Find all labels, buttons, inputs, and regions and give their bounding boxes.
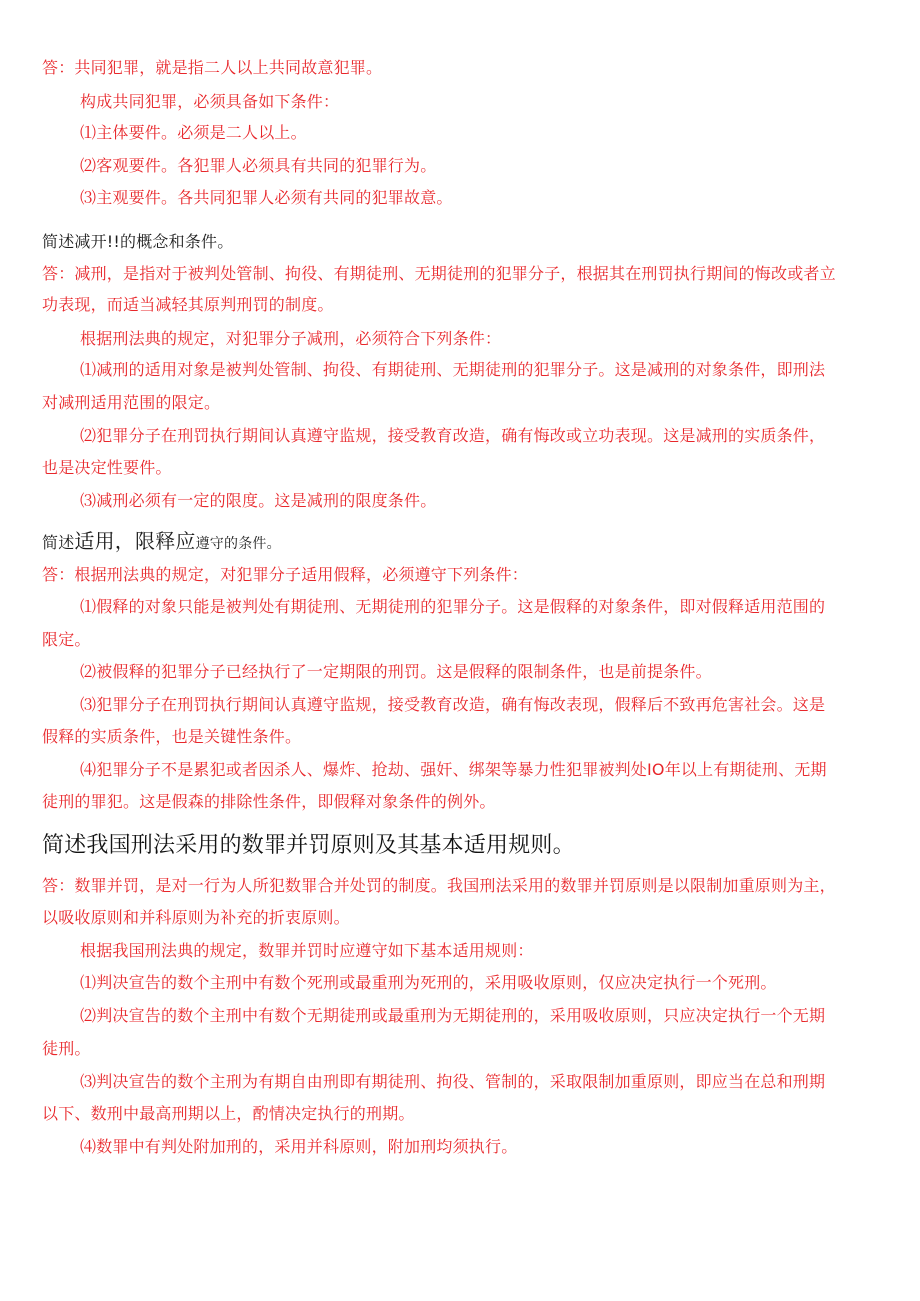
s1-item-3: ⑶主观要件。各共同犯罪人必须有共同的犯罪故意。 [80, 188, 453, 207]
s1-answer: 答：共同犯罪，就是指二人以上共同故意犯罪。 [42, 58, 383, 77]
s3-item-4-line-1: ⑷犯罪分子不是累犯或者因杀人、爆炸、抢劫、强奸、绑架等暴力性犯罪被判处IO年以上有期徒刑、无期 [80, 760, 827, 779]
s4-intro: 根据我国刑法典的规定，数罪并罚时应遵守如下基本适用规则： [80, 941, 534, 960]
s4-item-2-line-2: 徒刑。 [42, 1039, 91, 1058]
s1-intro: 构成共同犯罪，必须具备如下条件： [80, 92, 340, 111]
s3-item-1-line-2: 限定。 [42, 630, 91, 649]
s4-answer-line-2: 以吸收原则和并科原则为补充的折衷原则。 [42, 908, 350, 927]
s3-item-4-line-2: 徒刑的罪犯。这是假森的排除性条件，即假释对象条件的例外。 [42, 792, 496, 811]
s4-item-2-line-1: ⑵判决宣告的数个主刑中有数个无期徒刑或最重刑为无期徒刑的，采用吸收原则，只应决定执行一个无期 [80, 1006, 826, 1025]
s1-item-1: ⑴主体要件。必须是二人以上。 [80, 123, 307, 142]
s2-item-2-line-1: ⑵犯罪分子在刑罚执行期间认真遵守监规，接受教育改造，确有悔改或立功表现。这是减刑的实质条件， [80, 426, 826, 445]
s1-item-2: ⑵客观要件。各犯罪人必须具有共同的犯罪行为。 [80, 156, 437, 175]
s4-item-3-line-1: ⑶判决宣告的数个主刑为有期自由刑即有期徒刑、拘役、管制的，采取限制加重原则，即应当在总和刑期 [80, 1072, 826, 1091]
s4-item-3-line-2: 以下、数刑中最高刑期以上，酌情决定执行的刑期。 [42, 1104, 415, 1123]
s4-item-1: ⑴判决宣告的数个主刑中有数个死刑或最重刑为死刑的，采用吸收原则，仅应决定执行一个死刑。 [80, 973, 777, 992]
s3-question [42, 528, 281, 557]
s3-question-part-3: 遵守的条件。 [195, 536, 281, 552]
s4-item-4: ⑷数罪中有判处附加刑的，采用并科原则，附加刑均须执行。 [80, 1137, 518, 1156]
s3-item-1-line-1: ⑴假释的对象只能是被判处有期徒刑、无期徒刑的犯罪分子。这是假释的对象条件，即对假释适用范围的 [80, 597, 826, 616]
s2-item-1-line-2: 对减刑适用范围的限定。 [42, 393, 221, 412]
s2-item-2-line-2: 也是决定性要件。 [42, 458, 172, 477]
s2-answer-line-1: 答：减刑，是指对于被判处管制、拘役、有期徒刑、无期徒刑的犯罪分子，根据其在刑罚执行期间的悔改或者立 [42, 264, 836, 283]
s4-answer-line-1: 答：数罪并罚，是对一行为人所犯数罪合并处罚的制度。我国刑法采用的数罪并罚原则是以限制加重原则为主， [42, 876, 836, 895]
s3-answer: 答：根据刑法典的规定，对犯罪分子适用假释，必须遵守下列条件： [42, 565, 529, 584]
s3-item-3-line-1: ⑶犯罪分子在刑罚执行期间认真遵守监规，接受教育改造，确有悔改表现，假释后不致再危害社会。这是 [80, 695, 826, 714]
s3-question-part-1: 简述 [42, 533, 75, 552]
s2-question: 简述减开!!的概念和条件。 [42, 232, 234, 251]
s2-item-1-line-1: ⑴减刑的适用对象是被判处管制、拘役、有期徒刑、无期徒刑的犯罪分子。这是减刑的对象条件，即刑法 [80, 360, 826, 379]
s3-item-3-line-2: 假释的实质条件，也是关键性条件。 [42, 727, 302, 746]
s2-answer-line-2: 功表现，而适当减轻其原判刑罚的制度。 [42, 295, 334, 314]
s3-question-part-2: 适用，限释应 [74, 529, 196, 553]
s2-intro: 根据刑法典的规定，对犯罪分子减刑，必须符合下列条件： [80, 329, 502, 348]
s3-item-2: ⑵被假释的犯罪分子已经执行了一定期限的刑罚。这是假释的限制条件，也是前提条件。 [80, 662, 712, 681]
s4-question: 简述我国刑法采用的数罪并罚原则及其基本适用规则。 [42, 833, 575, 858]
s2-item-3: ⑶减刑必须有一定的限度。这是减刑的限度条件。 [80, 491, 437, 510]
